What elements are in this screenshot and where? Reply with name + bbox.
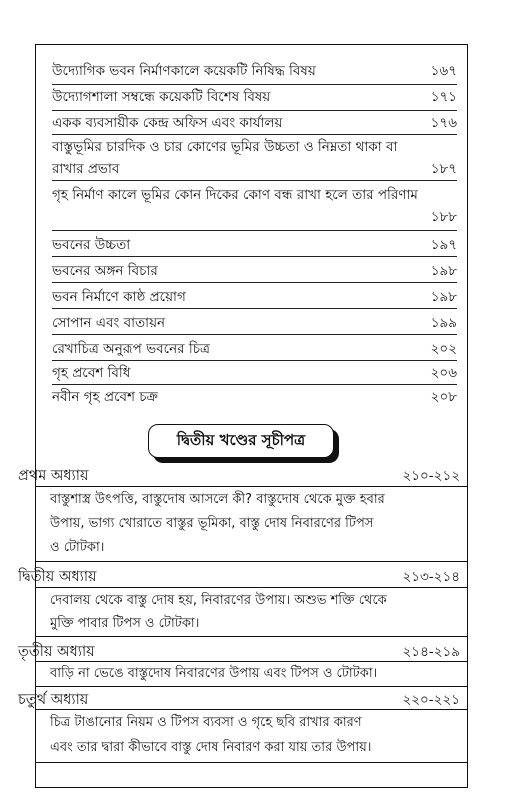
toc-title: রাখার প্রভাব bbox=[52, 161, 120, 177]
toc-page: ২০৬ bbox=[430, 365, 457, 381]
chapter-desc-line: বাস্তুশাস্ত্র উৎপত্তি, বাস্তুদোষ আসলে কী? বাস্তুদোষ থেকে মুক্ত হবার bbox=[50, 492, 385, 507]
divider bbox=[52, 360, 457, 361]
section-heading: দ্বিতীয় খণ্ডের সূচীপত্র bbox=[148, 424, 334, 458]
toc-title: নবীন গৃহ প্রবেশ চক্র bbox=[52, 389, 158, 405]
divider bbox=[52, 230, 457, 231]
chapter-desc-line: দেবালয় থেকে বাস্তু দোষ হয়, নিবারণের উপায়। অশুভ শক্তি থেকে bbox=[50, 593, 387, 608]
chapter-name: প্রথম অধ্যায় bbox=[18, 468, 89, 484]
toc-title: একক ব্যবসায়ীক কেন্দ্র অফিস এবং কার্যালয় bbox=[52, 115, 283, 131]
toc-page: ১৯৯ bbox=[430, 315, 457, 331]
chapter-name: দ্বিতীয় অধ্যায় bbox=[18, 569, 97, 585]
toc-page: ২০২ bbox=[430, 341, 457, 357]
toc-title: উদ্যোগিক ভবন নির্মাণকালে কয়েকটি নিষিদ্ধ বিষয় bbox=[52, 63, 316, 79]
chapter-desc-line: উপায়, ভাগ্য খোরাতে বাস্তুর ভূমিকা, বাস্তু দোষ নিবারণের টিপস bbox=[50, 516, 374, 531]
toc-title: ভবনের অঙ্গন বিচার bbox=[52, 263, 158, 279]
toc-title: বাস্তুভূমির চারদিক ও চার কোণের ভূমির উচ্চতা ও নিম্নতা থাকা বা bbox=[52, 139, 398, 155]
divider bbox=[52, 282, 457, 283]
toc-page: ১৬৭ bbox=[430, 63, 457, 79]
divider bbox=[52, 384, 457, 385]
divider bbox=[52, 334, 457, 335]
toc-page: ১৭৬ bbox=[430, 115, 457, 131]
chapter-name: তৃতীয় অধ্যায় bbox=[18, 644, 95, 660]
toc-page: ২০৮ bbox=[430, 389, 457, 405]
toc-page: ১৯৭ bbox=[430, 237, 457, 253]
toc-title: উদ্যোগশালা সম্বন্ধে কয়েকটি বিশেষ বিষয় bbox=[52, 89, 271, 105]
divider bbox=[52, 256, 457, 257]
toc-page: ১৮৮ bbox=[430, 209, 457, 225]
divider bbox=[52, 308, 457, 309]
chapter-desc-line: এবং তার দ্বারা কীভাবে বাস্তু দোষ নিবারণ করা যায় তার উপায়। bbox=[50, 740, 372, 755]
chapter-desc-line: চিত্র টাঙানোর নিয়ম ও টিপস ব্যবসা ও গৃহে ছবি রাখার কারণ bbox=[50, 715, 362, 730]
toc-page: ১৭১ bbox=[430, 89, 457, 105]
divider bbox=[52, 134, 457, 135]
toc-title: গৃহ প্রবেশ বিধি bbox=[52, 365, 131, 381]
chapter-pages: ২২০-২২১ bbox=[402, 692, 460, 708]
chapter-pages: ২১০-২১২ bbox=[402, 468, 460, 484]
chapter-pages: ২১৪-২১৯ bbox=[402, 644, 460, 660]
chapter-name: চতুর্থ অধ্যায় bbox=[18, 692, 89, 708]
divider bbox=[52, 84, 457, 85]
divider bbox=[52, 110, 457, 111]
toc-page: ১৮৭ bbox=[430, 161, 457, 177]
divider bbox=[52, 180, 457, 181]
toc-title: সোপান এবং বাতায়ন bbox=[52, 315, 166, 331]
toc-page: ১৯৮ bbox=[430, 263, 457, 279]
toc-title: ভবনের উচ্চতা bbox=[52, 237, 131, 253]
chapter-desc-line: বাড়ি না ভেঙে বাস্তুদোষ নিবারণের উপায় এবং টিপস ও টোটকা। bbox=[50, 666, 378, 681]
chapter-desc-line: মুক্তি পাবার টিপস ও টোটকা। bbox=[50, 616, 200, 631]
toc-title: গৃহ নির্মাণ কালে ভূমির কোন দিকের কোণ বন্ধ রাখা হলে তার পরিণাম bbox=[52, 187, 418, 203]
toc-title: রেখাচিত্র অনুরূপ ভবনের চিত্র bbox=[52, 341, 210, 357]
toc-title: ভবন নির্মাণে কাষ্ঠ প্রয়োগ bbox=[52, 289, 186, 305]
chapter-pages: ২১৩-২১৪ bbox=[402, 569, 460, 585]
toc-page: ১৯৮ bbox=[430, 289, 457, 305]
chapter-desc-line: ও টোটকা। bbox=[50, 540, 105, 555]
